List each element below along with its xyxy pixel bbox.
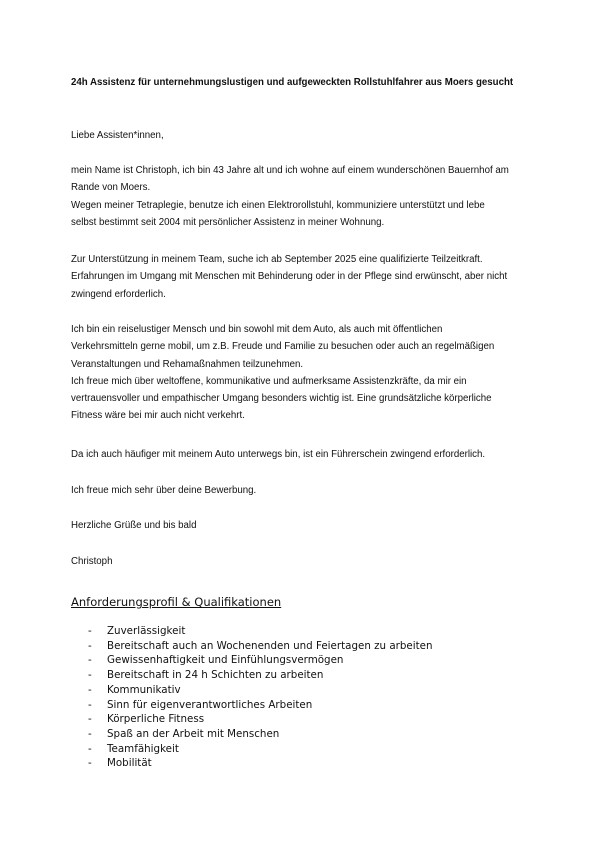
list-item-text: Zuverlässigkeit: [107, 625, 186, 637]
closing-line: Herzliche Grüße und bis bald: [71, 520, 197, 531]
travel-paragraph: [71, 321, 541, 425]
travel-line: Verkehrsmitteln gerne mobil, um z.B. Freude und Familie zu besuchen oder auch an regelmäßigen: [71, 341, 495, 353]
intro-line: Wegen meiner Tetraplegie, benutze ich einen Elektrorollstuhl, kommuniziere unterstützt und lebe: [71, 199, 485, 211]
list-item-text: Kommunikativ: [107, 683, 181, 696]
application-paragraph: Ich freue mich sehr über deine Bewerbung.: [71, 485, 257, 496]
list-item: [88, 668, 433, 683]
intro-paragraph: [71, 162, 541, 231]
list-item: [88, 742, 433, 757]
list-marker: -: [88, 757, 92, 770]
support-paragraph: [71, 251, 541, 303]
list-item-text: Teamfähigkeit: [107, 742, 179, 755]
list-item: [88, 756, 433, 771]
list-item: [88, 653, 433, 668]
list-item-text: Bereitschaft auch an Wochenenden und Feiertagen zu arbeiten: [107, 639, 433, 652]
list-item: [88, 727, 433, 742]
support-line: zwingend erforderlich.: [71, 288, 166, 300]
list-item: [88, 639, 433, 654]
list-item-text: Mobilität: [107, 757, 152, 770]
list-item: [88, 624, 433, 639]
travel-line: Ich bin ein reiselustiger Mensch und bin sowohl mit dem Auto, als auch mit öffentlichen: [71, 324, 443, 335]
list-item-text: Körperliche Fitness: [107, 713, 205, 726]
travel-line: Veranstaltungen und Rehamaßnahmen teilzunehmen.: [71, 358, 304, 370]
list-item-text: Spaß an der Arbeit mit Menschen: [107, 727, 280, 740]
requirements-list: [88, 624, 433, 771]
travel-line: Fitness wäre bei mir auch nicht verkehrt.: [71, 410, 245, 422]
list-item-text: Bereitschaft in 24 h Schichten zu arbeiten: [107, 669, 324, 682]
intro-line: Rande von Moers.: [71, 182, 151, 194]
intro-line: selbst bestimmt seit 2004 mit persönlicher Assistenz in meiner Wohnung.: [71, 216, 385, 228]
signature: Christoph: [71, 556, 113, 567]
list-marker: -: [88, 713, 92, 726]
list-marker: -: [88, 683, 92, 696]
travel-line: vertrauensvoller und empathischer Umgang besonders wichtig ist. Eine grundsätzliche körperliche: [71, 393, 492, 405]
greeting: Liebe Assisten*innen,: [71, 130, 164, 141]
list-item: [88, 698, 433, 713]
list-marker: -: [88, 625, 92, 637]
list-marker: -: [88, 639, 92, 652]
list-item: [88, 683, 433, 698]
support-line: Zur Unterstützung in meinem Team, suche ich ab September 2025 eine qualifizierte Teilzeitkraft.: [71, 254, 483, 265]
list-marker: -: [88, 669, 92, 682]
requirements-heading: Anforderungsprofil & Qualifikationen: [71, 595, 282, 609]
license-paragraph: Da ich auch häufiger mit meinem Auto unterwegs bin, ist ein Führerschein zwingend erforderlich.: [71, 449, 486, 460]
intro-line: mein Name ist Christoph, ich bin 43 Jahre alt und ich wohne auf einem wunderschönen Bauernhof am: [71, 165, 509, 176]
document-title: 24h Assistenz für unternehmungslustigen und aufgeweckten Rollstuhlfahrer aus Moers gesucht: [71, 77, 514, 88]
list-marker: -: [88, 698, 92, 711]
list-item-text: Gewissenhaftigkeit und Einfühlungsvermögen: [107, 654, 344, 667]
list-item-text: Sinn für eigenverantwortliches Arbeiten: [107, 698, 313, 711]
list-item: [88, 712, 433, 727]
list-marker: -: [88, 742, 92, 755]
list-marker: -: [88, 654, 92, 667]
list-marker: -: [88, 727, 92, 740]
support-line: Erfahrungen im Umgang mit Menschen mit Behinderung oder in der Pflege sind erwünscht, aber nicht: [71, 271, 508, 283]
travel-line: Ich freue mich über weltoffene, kommunikative und aufmerksame Assistenzkräfte, da mir ein: [71, 375, 467, 387]
